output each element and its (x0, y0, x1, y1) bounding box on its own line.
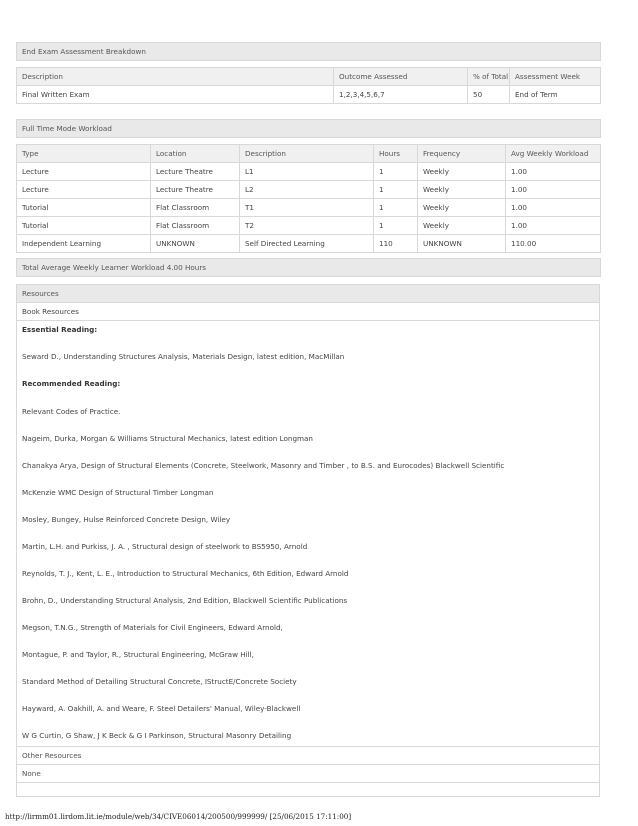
list-item: Standard Method of Detailing Structural Concrete, IStructE/Concrete Society (22, 677, 297, 686)
exam-cell: 50 (468, 86, 510, 104)
list-item: Hayward, A. Oakhill, A. and Weare, F. Steel Detailers' Manual, Wiley-Blackwell (22, 704, 301, 713)
list-item: W G Curtin, G Shaw, J K Beck & G I Parkinson, Structural Masonry Detailing (22, 731, 292, 740)
workload-cell: Weekly (418, 163, 506, 181)
table-row (17, 217, 601, 235)
table-row (17, 181, 601, 199)
workload-cell: 1 (374, 199, 418, 217)
list-item: Brohn, D., Understanding Structural Analysis, 2nd Edition, Blackwell Scientific Publications (22, 596, 348, 605)
exam-cell: Final Written Exam (17, 86, 334, 104)
other-resources-label: Other Resources (17, 746, 599, 764)
workload-cell: Flat Classroom (151, 199, 240, 217)
exam-header-percent: % of Total (468, 68, 510, 86)
workload-cell: Lecture Theatre (151, 181, 240, 199)
workload-cell: Weekly (418, 199, 506, 217)
workload-header-location: Location (151, 145, 240, 163)
exam-breakdown-table (16, 42, 601, 104)
workload-cell: T1 (240, 199, 374, 217)
workload-cell: 1.00 (506, 217, 601, 235)
workload-cell: Lecture Theatre (151, 163, 240, 181)
list-item: Megson, T.N.G., Strength of Materials for Civil Engineers, Edward Arnold, (22, 623, 283, 632)
module-document (16, 42, 600, 797)
workload-cell: Flat Classroom (151, 217, 240, 235)
workload-header-description: Description (240, 145, 374, 163)
workload-cell: 1.00 (506, 181, 601, 199)
list-item: Martin, L.H. and Purkiss, J. A. , Structural design of steelwork to BS5950, Arnold (22, 542, 308, 551)
workload-header-avg: Avg Weekly Workload (506, 145, 601, 163)
workload-total: Total Average Weekly Learner Workload 4.00 Hours (17, 259, 601, 277)
footer-url: http://lirmm01.lirdom.lit.ie/module/web/34/CIVE06014/200500/999999/ [25/06/2015 17:11:00] (5, 812, 352, 821)
exam-cell: End of Term (510, 86, 601, 104)
recommended-reading-heading: Recommended Reading: (22, 379, 121, 388)
workload-cell: L1 (240, 163, 374, 181)
workload-cell: Tutorial (17, 217, 151, 235)
workload-cell: 110.00 (506, 235, 601, 253)
resources-header-table (16, 284, 600, 321)
workload-cell: T2 (240, 217, 374, 235)
workload-cell: Tutorial (17, 199, 151, 217)
workload-cell: Lecture (17, 163, 151, 181)
workload-header-type: Type (17, 145, 151, 163)
workload-cell: Self Directed Learning (240, 235, 374, 253)
essential-reading-heading: Essential Reading: (22, 325, 98, 334)
workload-cell: 1.00 (506, 163, 601, 181)
other-resources-value: None (17, 764, 599, 782)
workload-cell: Weekly (418, 217, 506, 235)
workload-cell: Independent Learning (17, 235, 151, 253)
list-item: Seward D., Understanding Structures Analysis, Materials Design, latest edition, MacMillan (22, 352, 345, 361)
workload-header-frequency: Frequency (418, 145, 506, 163)
workload-header-hours: Hours (374, 145, 418, 163)
exam-header-week: Assessment Week (510, 68, 601, 86)
list-item: Nageim, Durka, Morgan & Williams Structural Mechanics, latest edition Longman (22, 434, 313, 443)
workload-cell: UNKNOWN (418, 235, 506, 253)
workload-cell: 1 (374, 217, 418, 235)
exam-header-outcome: Outcome Assessed (334, 68, 468, 86)
workload-cell: Lecture (17, 181, 151, 199)
list-item: Relevant Codes of Practice. (22, 407, 121, 416)
workload-cell: L2 (240, 181, 374, 199)
book-resources-label: Book Resources (17, 303, 600, 321)
workload-cell: Weekly (418, 181, 506, 199)
book-resources-list (16, 321, 600, 797)
workload-section-title: Full Time Mode Workload (17, 120, 601, 138)
workload-cell: 1 (374, 181, 418, 199)
workload-cell: 1.00 (506, 199, 601, 217)
empty-row (17, 782, 599, 796)
table-row (17, 86, 601, 104)
list-item: Mosley, Bungey, Hulse Reinforced Concrete Design, Wiley (22, 515, 231, 524)
exam-cell: 1,2,3,4,5,6,7 (334, 86, 468, 104)
exam-header-description: Description (17, 68, 334, 86)
table-row (17, 235, 601, 253)
table-row (17, 199, 601, 217)
workload-cell: UNKNOWN (151, 235, 240, 253)
list-item: Chanakya Arya, Design of Structural Elements (Concrete, Steelwork, Masonry and Timber , to B.S. and Eurocodes) Blackwell Scientific (22, 461, 505, 470)
workload-cell: 1 (374, 163, 418, 181)
table-row (17, 163, 601, 181)
list-item: McKenzie WMC Design of Structural Timber Longman (22, 488, 214, 497)
exam-section-title: End Exam Assessment Breakdown (17, 43, 601, 61)
list-item: Reynolds, T. J., Kent, L. E., Introduction to Structural Mechanics, 6th Edition, Edward Arnold (22, 569, 349, 578)
resources-section-title: Resources (17, 285, 600, 303)
workload-table (16, 119, 601, 277)
list-item: Montague, P. and Taylor, R., Structural Engineering, McGraw Hill, (22, 650, 254, 659)
workload-cell: 110 (374, 235, 418, 253)
